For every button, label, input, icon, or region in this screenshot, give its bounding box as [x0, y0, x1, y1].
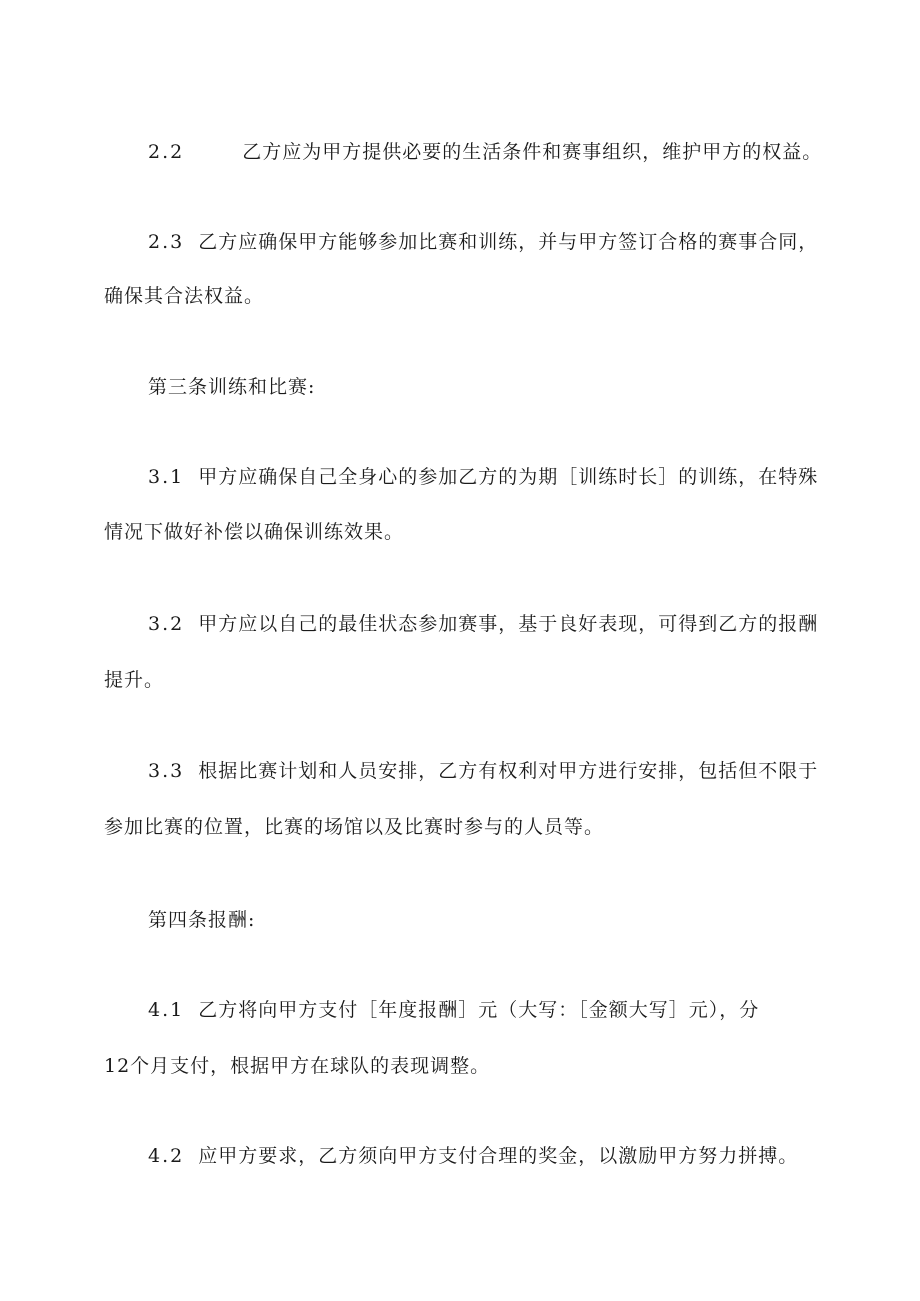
clause-text: 乙方应为甲方提供必要的生活条件和赛事组织，维护甲方的权益。: [242, 141, 823, 163]
clause-text: 乙方应确保甲方能够参加比赛和训练，并与甲方签订合格的赛事合同，: [198, 231, 819, 253]
clause-3-2-continuation: 提升。: [104, 669, 165, 691]
clause-text: 甲方应确保自己全身心的参加乙方的为期［训练时长］的训练，在特殊: [198, 466, 819, 488]
clause-3-2: [148, 612, 818, 636]
section-heading-4: 第四条报酬:: [148, 909, 256, 931]
clause-text: 甲方应以自己的最佳状态参加赛事，基于良好表现，可得到乙方的报酬: [198, 613, 819, 635]
clause-4-2: [148, 1144, 798, 1168]
clause-number: 2.2: [148, 141, 185, 163]
clause-number: 4.1: [148, 999, 185, 1021]
clause-2-3: [148, 230, 818, 254]
clause-3-3: [148, 759, 818, 783]
clause-number: 3.2: [148, 613, 185, 635]
clause-text: 乙方将向甲方支付［年度报酬］元（大写：［金额大写］元），分: [198, 999, 760, 1021]
clause-number: 3.1: [148, 466, 185, 488]
clause-2-2: [148, 140, 822, 164]
clause-text: 根据比赛计划和人员安排，乙方有权利对甲方进行安排，包括但不限于: [198, 760, 819, 782]
section-heading-3: 第三条训练和比赛:: [148, 376, 316, 398]
clause-number: 4.2: [148, 1145, 185, 1167]
clause-number: 3.3: [148, 760, 185, 782]
clause-3-1: [148, 465, 818, 489]
clause-3-3-continuation: 参加比赛的位置，比赛的场馆以及比赛时参与的人员等。: [104, 816, 605, 838]
clause-4-1: [148, 998, 759, 1022]
clause-text: 应甲方要求，乙方须向甲方支付合理的奖金，以激励甲方努力拼搏。: [198, 1145, 799, 1167]
clause-3-1-continuation: 情况下做好补偿以确保训练效果。: [104, 521, 405, 543]
clause-2-3-continuation: 确保其合法权益。: [104, 285, 265, 307]
clause-4-1-continuation: 12个月支付，根据甲方在球队的表现调整。: [104, 1055, 491, 1077]
clause-number: 2.3: [148, 231, 185, 253]
